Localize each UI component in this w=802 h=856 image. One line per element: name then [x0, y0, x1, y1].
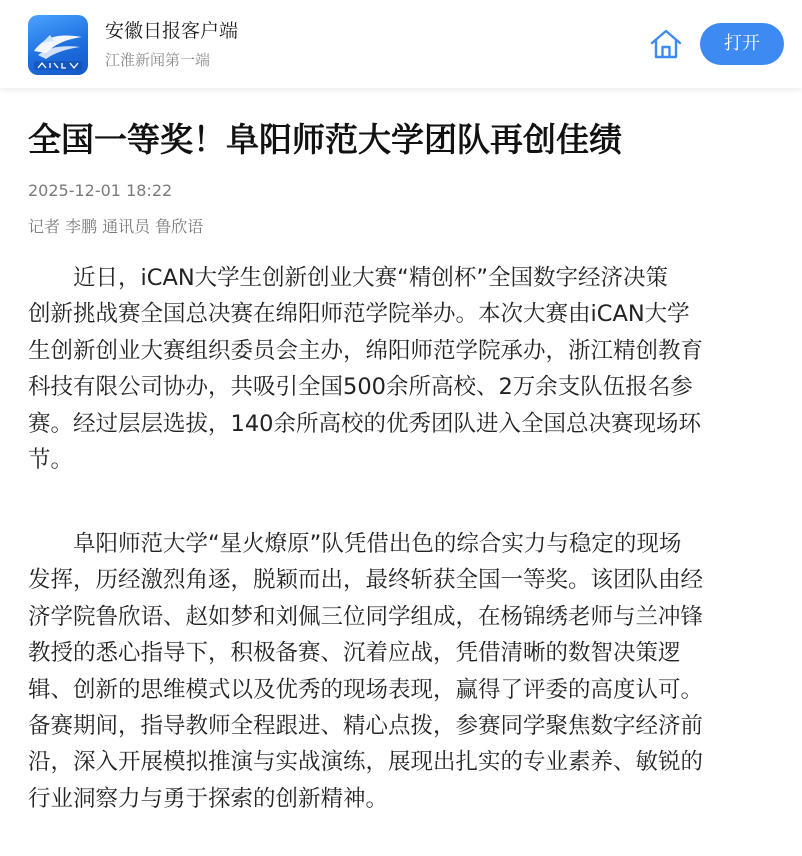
paragraph-line: 近日，iCAN大学生创新创业大赛“精创杯”全国数字经济决策: [28, 265, 668, 291]
article-paragraph: [28, 526, 780, 817]
article-paragraph: [28, 260, 780, 478]
anhui-daily-logo-icon[interactable]: [28, 15, 88, 75]
paragraph-line: 节。: [28, 447, 74, 474]
paragraph-line: 阜阳师范大学“星火燎原”队凭借出色的综合实力与稳定的现场: [28, 531, 682, 557]
app-slogan: 江淮新闻第一端: [105, 51, 211, 69]
paragraph-line: 发挥，历经激烈角逐，脱颖而出，最终斩获全国一等奖。该团队由经: [28, 567, 704, 594]
app-name: 安徽日报客户端: [105, 20, 239, 42]
paragraph-line: 辑、创新的思维模式以及优秀的现场表现，赢得了评委的高度认可。: [28, 676, 704, 703]
home-button[interactable]: [648, 26, 684, 62]
open-app-button[interactable]: 打开: [700, 23, 784, 65]
home-icon: [648, 26, 684, 62]
paragraph-line: 创新挑战赛全国总决赛在绵阳师范学院举办。本次大赛由iCAN大学: [28, 301, 690, 328]
paragraph-line: 生创新创业大赛组织委员会主办，绵阳师范学院承办，浙江精创教育: [28, 337, 704, 364]
paragraph-line: 赛。经过层层选拔，140余所高校的优秀团队进入全国总决赛现场环: [28, 410, 701, 437]
paragraph-line: 行业洞察力与勇于探索的创新精神。: [28, 785, 389, 812]
publish-time: 2025-12-01 18:22: [28, 181, 173, 200]
paragraph-line: 备赛期间，指导教师全程跟进、精心点拨，参赛同学聚焦数字经济前: [28, 713, 704, 740]
article-title: 全国一等奖！阜阳师范大学团队再创佳绩: [28, 120, 622, 159]
paragraph-line: 济学院鲁欣语、赵如梦和刘佩三位同学组成，在杨锦绣老师与兰冲锋: [28, 603, 704, 630]
paragraph-line: 沿，深入开展模拟推演与实战演练，展现出扎实的专业素养、敏锐的: [28, 749, 704, 776]
author-line: 记者 李鹏 通讯员 鲁欣语: [28, 217, 204, 236]
paragraph-line: 科技有限公司协办，共吸引全国500余所高校、2万余支队伍报名参: [28, 374, 693, 401]
paragraph-line: 教授的悉心指导下，积极备赛、沉着应战，凭借清晰的数智决策逻: [28, 640, 681, 667]
app-header: [0, 0, 802, 88]
